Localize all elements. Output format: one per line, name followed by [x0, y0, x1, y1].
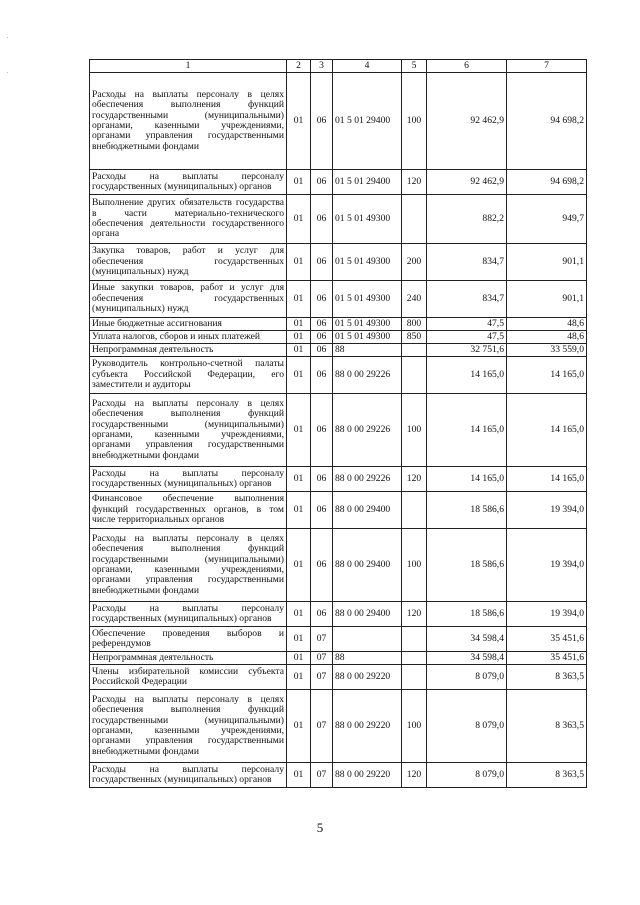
table-row [90, 244, 587, 281]
subsection-code-cell: 06 [311, 394, 333, 467]
target-article-cell: 88 0 00 29400 [333, 602, 402, 627]
amount-year2-cell: 949,7 [507, 195, 587, 244]
row-name-cell: Обеспечение проведения выборов и референдумов [90, 627, 287, 652]
amount-year2-cell: 8 363,5 [507, 763, 587, 788]
amount-year2-cell: 19 394,0 [507, 529, 587, 602]
section-code-cell: 01 [287, 492, 311, 529]
amount-year2-cell: 14 165,0 [507, 394, 587, 467]
section-code-cell: 01 [287, 357, 311, 394]
row-name-cell: Закупка товаров, работ и услуг для обеспечения государственных (муниципальных) нужд [90, 244, 287, 281]
expense-type-cell: 200 [402, 244, 427, 281]
amount-year1-cell: 34 598,4 [427, 652, 507, 665]
target-article-cell: 01 5 01 29400 [333, 73, 402, 170]
row-name-cell: Выполнение других обязательств государства в части материально-технического обеспечения деятельности государственного органа [90, 195, 287, 244]
amount-year1-cell: 834,7 [427, 244, 507, 281]
expense-type-cell [402, 195, 427, 244]
amount-year2-cell: 48,6 [507, 331, 587, 344]
header-cell: 5 [402, 60, 427, 73]
header-cell: 1 [90, 60, 287, 73]
subsection-code-cell: 06 [311, 492, 333, 529]
amount-year1-cell: 8 079,0 [427, 690, 507, 763]
target-article-cell: 88 0 00 29226 [333, 467, 402, 492]
table-row [90, 627, 587, 652]
header-cell: 2 [287, 60, 311, 73]
target-article-cell: 88 [333, 344, 402, 357]
section-code-cell: 01 [287, 318, 311, 331]
section-code-cell: 01 [287, 690, 311, 763]
subsection-code-cell: 07 [311, 652, 333, 665]
section-code-cell: 01 [287, 467, 311, 492]
target-article-cell: 01 5 01 49300 [333, 331, 402, 344]
table-header-row [90, 60, 587, 73]
amount-year1-cell: 32 751,6 [427, 344, 507, 357]
subsection-code-cell: 06 [311, 195, 333, 244]
table-row [90, 652, 587, 665]
table-row [90, 357, 587, 394]
expense-type-cell [402, 652, 427, 665]
section-code-cell: 01 [287, 73, 311, 170]
subsection-code-cell: 06 [311, 602, 333, 627]
row-name-cell: Расходы на выплаты персоналу в целях обеспечения выполнения функций государственными (муниципальными) органами, казенными учреждениями, органами управления государственными внебюджетными фондами [90, 529, 287, 602]
subsection-code-cell: 06 [311, 467, 333, 492]
expense-type-cell: 100 [402, 73, 427, 170]
table-row [90, 73, 587, 170]
target-article-cell: 01 5 01 49300 [333, 244, 402, 281]
section-code-cell: 01 [287, 529, 311, 602]
row-name-cell: Расходы на выплаты персоналу в целях обеспечения выполнения функций государственными (муниципальными) органами, казенными учреждениями, органами управления государственными внебюджетными фондами [90, 73, 287, 170]
amount-year2-cell: 14 165,0 [507, 467, 587, 492]
amount-year2-cell: 94 698,2 [507, 170, 587, 195]
expense-type-cell: 120 [402, 170, 427, 195]
subsection-code-cell: 06 [311, 529, 333, 602]
table-row [90, 344, 587, 357]
amount-year1-cell: 8 079,0 [427, 665, 507, 690]
row-name-cell: Непрограммная деятельность [90, 344, 287, 357]
amount-year2-cell: 48,6 [507, 318, 587, 331]
row-name-cell: Расходы на выплаты персоналу в целях обеспечения выполнения функций государственными (муниципальными) органами, казенными учреждениями, органами управления государственными внебюджетными фондами [90, 394, 287, 467]
subsection-code-cell: 06 [311, 357, 333, 394]
amount-year1-cell: 882,2 [427, 195, 507, 244]
amount-year1-cell: 14 165,0 [427, 357, 507, 394]
subsection-code-cell: 06 [311, 73, 333, 170]
expense-type-cell: 850 [402, 331, 427, 344]
scan-mark [7, 72, 8, 73]
section-code-cell: 01 [287, 244, 311, 281]
expense-type-cell: 100 [402, 529, 427, 602]
amount-year2-cell: 8 363,5 [507, 690, 587, 763]
expense-type-cell [402, 344, 427, 357]
target-article-cell: 88 0 00 29400 [333, 492, 402, 529]
subsection-code-cell: 06 [311, 318, 333, 331]
section-code-cell: 01 [287, 195, 311, 244]
section-code-cell: 01 [287, 665, 311, 690]
amount-year1-cell: 92 462,9 [427, 170, 507, 195]
row-name-cell: Члены избирательной комиссии субъекта Российской Федерации [90, 665, 287, 690]
table-row [90, 331, 587, 344]
subsection-code-cell: 06 [311, 331, 333, 344]
subsection-code-cell: 07 [311, 690, 333, 763]
amount-year2-cell: 94 698,2 [507, 73, 587, 170]
table-row [90, 492, 587, 529]
page-number: 5 [316, 820, 324, 835]
table-row [90, 281, 587, 318]
table-row [90, 602, 587, 627]
header-cell: 3 [311, 60, 333, 73]
amount-year2-cell: 901,1 [507, 281, 587, 318]
target-article-cell: 88 [333, 652, 402, 665]
subsection-code-cell: 07 [311, 763, 333, 788]
table-row [90, 318, 587, 331]
row-name-cell: Финансовое обеспечение выполнения функций государственных органов, в том числе территориальных органов [90, 492, 287, 529]
table-row [90, 763, 587, 788]
section-code-cell: 01 [287, 763, 311, 788]
table-row [90, 195, 587, 244]
expense-type-cell: 240 [402, 281, 427, 318]
expense-type-cell [402, 357, 427, 394]
expense-type-cell: 120 [402, 602, 427, 627]
amount-year2-cell: 8 363,5 [507, 665, 587, 690]
target-article-cell: 01 5 01 49300 [333, 195, 402, 244]
amount-year2-cell: 33 559,0 [507, 344, 587, 357]
subsection-code-cell: 06 [311, 170, 333, 195]
amount-year1-cell: 18 586,6 [427, 529, 507, 602]
row-name-cell: Расходы на выплаты персоналу государственных (муниципальных) органов [90, 602, 287, 627]
header-cell: 4 [333, 60, 402, 73]
section-code-cell: 01 [287, 281, 311, 318]
budget-table [89, 59, 587, 788]
expense-type-cell: 120 [402, 467, 427, 492]
amount-year1-cell: 14 165,0 [427, 394, 507, 467]
target-article-cell: 01 5 01 29400 [333, 170, 402, 195]
header-cell: 6 [427, 60, 507, 73]
amount-year2-cell: 14 165,0 [507, 357, 587, 394]
subsection-code-cell: 06 [311, 344, 333, 357]
row-name-cell: Уплата налогов, сборов и иных платежей [90, 331, 287, 344]
amount-year2-cell: 35 451,6 [507, 627, 587, 652]
target-article-cell: 88 0 00 29400 [333, 529, 402, 602]
table-row [90, 690, 587, 763]
row-name-cell: Расходы на выплаты персоналу государственных (муниципальных) органов [90, 763, 287, 788]
subsection-code-cell: 06 [311, 244, 333, 281]
amount-year1-cell: 18 586,6 [427, 492, 507, 529]
section-code-cell: 01 [287, 394, 311, 467]
expense-type-cell: 100 [402, 690, 427, 763]
amount-year1-cell: 34 598,4 [427, 627, 507, 652]
target-article-cell [333, 627, 402, 652]
section-code-cell: 01 [287, 652, 311, 665]
target-article-cell: 88 0 00 29220 [333, 665, 402, 690]
section-code-cell: 01 [287, 602, 311, 627]
target-article-cell: 88 0 00 29226 [333, 357, 402, 394]
section-code-cell: 01 [287, 627, 311, 652]
amount-year2-cell: 19 394,0 [507, 492, 587, 529]
amount-year1-cell: 14 165,0 [427, 467, 507, 492]
target-article-cell: 88 0 00 29226 [333, 394, 402, 467]
row-name-cell: Иные закупки товаров, работ и услуг для обеспечения государственных (муниципальных) нужд [90, 281, 287, 318]
row-name-cell: Руководитель контрольно-счетной палаты субъекта Российской Федерации, его заместители и аудиторы [90, 357, 287, 394]
target-article-cell: 88 0 00 29220 [333, 690, 402, 763]
amount-year1-cell: 834,7 [427, 281, 507, 318]
row-name-cell: Расходы на выплаты персоналу государственных (муниципальных) органов [90, 467, 287, 492]
amount-year1-cell: 47,5 [427, 318, 507, 331]
amount-year2-cell: 35 451,6 [507, 652, 587, 665]
scan-mark [7, 37, 8, 38]
expense-type-cell [402, 492, 427, 529]
row-name-cell: Расходы на выплаты персоналу государственных (муниципальных) органов [90, 170, 287, 195]
table-row [90, 467, 587, 492]
header-cell: 7 [507, 60, 587, 73]
expense-type-cell: 800 [402, 318, 427, 331]
table-row [90, 529, 587, 602]
section-code-cell: 01 [287, 344, 311, 357]
amount-year2-cell: 901,1 [507, 244, 587, 281]
expense-type-cell [402, 627, 427, 652]
expense-type-cell: 100 [402, 394, 427, 467]
row-name-cell: Расходы на выплаты персоналу в целях обеспечения выполнения функций государственными (муниципальными) органами, казенными учреждениями, органами управления государственными внебюджетными фондами [90, 690, 287, 763]
section-code-cell: 01 [287, 331, 311, 344]
table-row [90, 394, 587, 467]
row-name-cell: Иные бюджетные ассигнования [90, 318, 287, 331]
target-article-cell: 01 5 01 49300 [333, 318, 402, 331]
amount-year2-cell: 19 394,0 [507, 602, 587, 627]
subsection-code-cell: 07 [311, 627, 333, 652]
subsection-code-cell: 07 [311, 665, 333, 690]
amount-year1-cell: 8 079,0 [427, 763, 507, 788]
subsection-code-cell: 06 [311, 281, 333, 318]
row-name-cell: Непрограммная деятельность [90, 652, 287, 665]
section-code-cell: 01 [287, 170, 311, 195]
target-article-cell: 01 5 01 49300 [333, 281, 402, 318]
amount-year1-cell: 92 462,9 [427, 73, 507, 170]
expense-type-cell: 120 [402, 763, 427, 788]
expense-type-cell [402, 665, 427, 690]
amount-year1-cell: 47,5 [427, 331, 507, 344]
table-row [90, 665, 587, 690]
table-row [90, 170, 587, 195]
amount-year1-cell: 18 586,6 [427, 602, 507, 627]
target-article-cell: 88 0 00 29220 [333, 763, 402, 788]
